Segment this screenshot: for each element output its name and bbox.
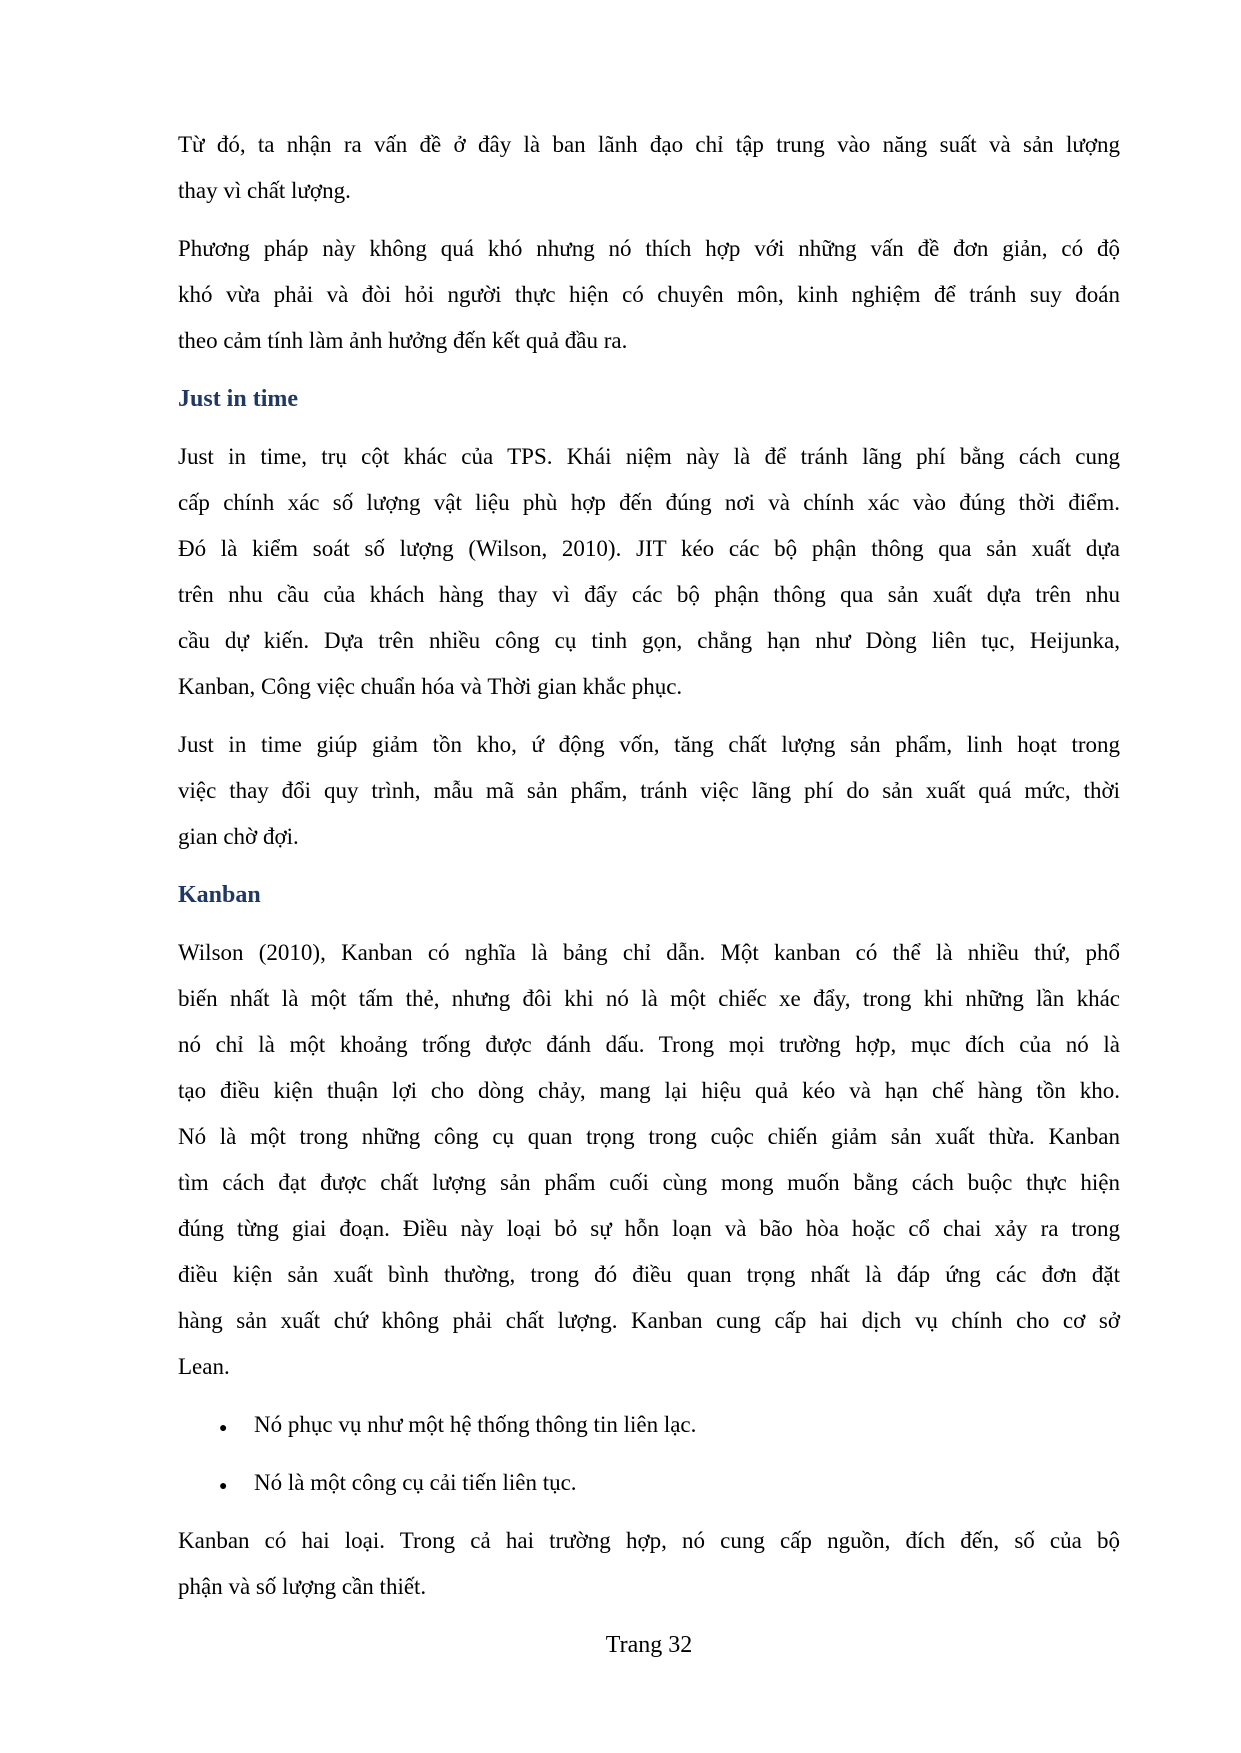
section-heading: Kanban xyxy=(178,882,261,908)
body-line: Just in time giúp giảm tồn kho, ứ động vốn, tăng chất lượng sản phẩm, linh hoạt trong xyxy=(178,732,1120,757)
body-line: Nó là một trong những công cụ quan trọng trong cuộc chiến giảm sản xuất thừa. Kanban xyxy=(178,1124,1120,1149)
paragraph xyxy=(178,434,1120,710)
section-heading: Just in time xyxy=(178,386,298,412)
body-line: phận và số lượng cần thiết. xyxy=(178,1574,427,1599)
paragraph xyxy=(178,122,1120,214)
document-body xyxy=(178,122,1120,1622)
body-line: cấp chính xác số lượng vật liệu phù hợp đến đúng nơi và chính xác vào đúng thời điểm. xyxy=(178,490,1120,515)
body-line: biến nhất là một tấm thẻ, nhưng đôi khi nó là một chiếc xe đẩy, trong khi những lần khác xyxy=(178,986,1120,1011)
body-line: Kanban có hai loại. Trong cả hai trường hợp, nó cung cấp nguồn, đích đến, số của bộ xyxy=(178,1528,1120,1553)
body-line: cầu dự kiến. Dựa trên nhiều công cụ tinh gọn, chẳng hạn như Dòng liên tục, Heijunka, xyxy=(178,628,1120,653)
page-number: Trang 32 xyxy=(605,1632,693,1658)
body-line: theo cảm tính làm ảnh hưởng đến kết quả đầu ra. xyxy=(178,328,628,353)
paragraph xyxy=(178,226,1120,364)
body-line: Just in time, trụ cột khác của TPS. Khái niệm này là để tránh lãng phí bằng cách cung xyxy=(178,444,1120,469)
body-line: đúng từng giai đoạn. Điều này loại bỏ sự hỗn loạn và bão hòa hoặc cổ chai xảy ra trong xyxy=(178,1216,1120,1241)
body-line: nó chỉ là một khoảng trống được đánh dấu. Trong mọi trường hợp, mục đích của nó là xyxy=(178,1032,1120,1057)
paragraph xyxy=(178,722,1120,860)
body-line: trên nhu cầu của khách hàng thay vì đẩy các bộ phận thông qua sản xuất dựa trên nhu xyxy=(178,582,1120,607)
body-line: điều kiện sản xuất bình thường, trong đó điều quan trọng nhất là đáp ứng các đơn đặt xyxy=(178,1262,1120,1287)
body-line: Phương pháp này không quá khó nhưng nó thích hợp với những vấn đề đơn giản, có độ xyxy=(178,236,1120,261)
bullet-text: Nó phục vụ như một hệ thống thông tin liên lạc. xyxy=(254,1412,697,1437)
body-line: tạo điều kiện thuận lợi cho dòng chảy, mang lại hiệu quả kéo và hạn chế hàng tồn kho. xyxy=(178,1078,1120,1103)
body-line: Từ đó, ta nhận ra vấn đề ở đây là ban lãnh đạo chỉ tập trung vào năng suất và sản lượng xyxy=(178,132,1120,157)
body-line: Đó là kiểm soát số lượng (Wilson, 2010). JIT kéo các bộ phận thông qua sản xuất dựa xyxy=(178,536,1120,561)
body-line: khó vừa phải và đòi hỏi người thực hiện có chuyên môn, kinh nghiệm để tránh suy đoán xyxy=(178,282,1120,307)
bullet-text: Nó là một công cụ cải tiến liên tục. xyxy=(254,1470,577,1495)
body-line: Lean. xyxy=(178,1354,230,1379)
body-line: gian chờ đợi. xyxy=(178,824,299,849)
paragraph xyxy=(178,930,1120,1390)
body-line: thay vì chất lượng. xyxy=(178,178,351,203)
paragraph xyxy=(178,1518,1120,1610)
body-line: tìm cách đạt được chất lượng sản phẩm cuối cùng mong muốn bằng cách buộc thực hiện xyxy=(178,1170,1120,1195)
page-footer xyxy=(178,1630,1120,1660)
bullet-item xyxy=(178,1460,1120,1506)
body-line: Kanban, Công việc chuẩn hóa và Thời gian khắc phục. xyxy=(178,674,683,699)
body-line: Wilson (2010), Kanban có nghĩa là bảng chỉ dẫn. Một kanban có thể là nhiều thứ, phổ xyxy=(178,940,1120,965)
body-line: việc thay đổi quy trình, mẫu mã sản phẩm, tránh việc lãng phí do sản xuất quá mức, thời xyxy=(178,778,1120,803)
bullet-icon: ● xyxy=(219,1479,228,1494)
bullet-icon: ● xyxy=(219,1421,228,1436)
body-line: hàng sản xuất chứ không phải chất lượng. Kanban cung cấp hai dịch vụ chính cho cơ sở xyxy=(178,1308,1120,1333)
bullet-item xyxy=(178,1402,1120,1448)
